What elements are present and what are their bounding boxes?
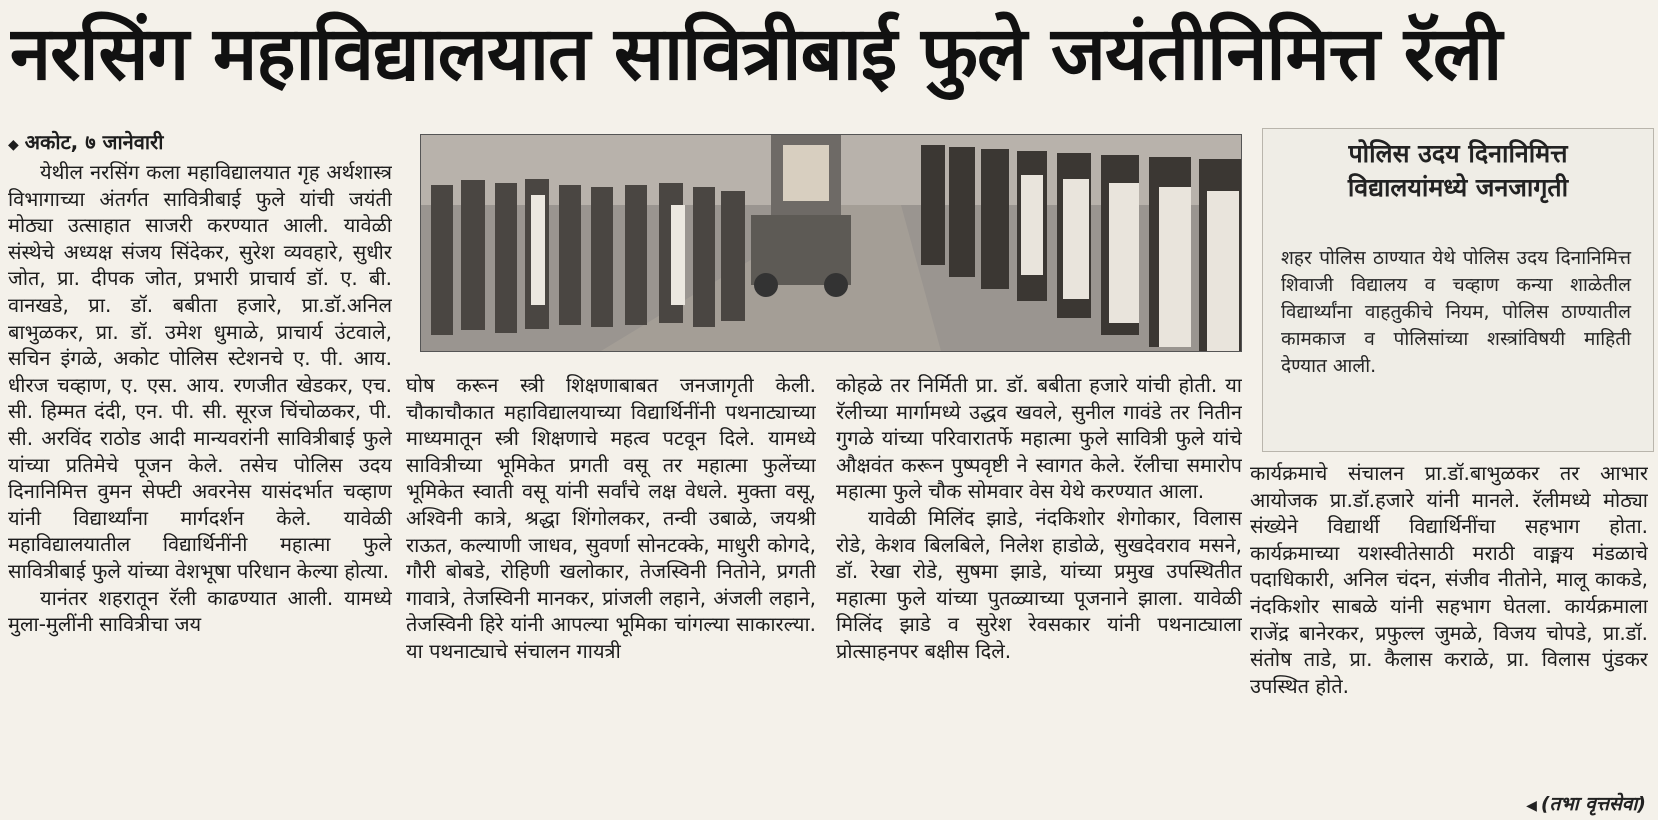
article-column-4 xyxy=(1250,460,1648,820)
dateline: ◆ अकोट, ७ जानेवारी xyxy=(8,130,164,154)
news-credit: ◀ (तभा वृत्तसेवा) xyxy=(1526,793,1646,815)
rally-photo xyxy=(420,134,1242,352)
headline: नरसिंग महाविद्यालयात सावित्रीबाई फुले जयंतीनिमित्त रॅली xyxy=(10,11,1502,97)
sidebar-box xyxy=(1262,128,1654,452)
sidebar-title: पोलिस उदय दिनानिमित्त विद्यालयांमध्ये जनजागृती xyxy=(1347,139,1569,202)
paragraph: कोहळे तर निर्मिती प्रा. डॉ. बबीता हजारे यांची होती. या रॅलीच्या मार्गामध्ये उद्धव खवले, सुनील गावंडे तर नितीन गुगळे यांच्या परिवारातर्फे महात्मा फुले सावित्री फुले यांचे औक्षवंत करून पुष्पवृष्टी ने स्वागत केले. रॅलीचा समारोप महात्मा फुले चौक सोमवार वेस येथे करण्यात आला. xyxy=(836,373,1242,504)
paragraph: घोष करून स्त्री शिक्षणाबाबत जनजागृती केली. चौकाचौकात महाविद्यालयाच्या विद्यार्थिनींनी पथनाट्याच्या माध्यमातून स्त्री शिक्षणाचे महत्व पटवून दिले. यामध्ये सावित्रीच्या भूमिकेत प्रगती वसू तर महात्मा फुलेंच्या भूमिकेत स्वाती वसू यांनी सर्वांचे लक्ष वेधले. मुक्ता वसू, अश्विनी कात्रे, श्रद्धा शिंगोलकर, तन्वी उबाळे, जयश्री राऊत, कल्याणी जाधव, सुवर्णा सोनटक्के, माधुरी कोगदे, गौरी बोबडे, रोहिणी खलोकार, तेजस्विनी नितोने, प्रगती गावात्रे, तेजस्विनी मानकर, प्रांजली लहाने, अंजली लहाने, तेजस्विनी हिरे यांनी आपल्या भूमिका चांगल्या साकारल्या. या पथनाट्याचे संचालन गायत्री xyxy=(406,373,816,663)
paragraph: यावेळी मिलिंद झाडे, नंदकिशोर शेगोकार, विलास रोडे, केशव बिलबिले, निलेश हाडोळे, सुखदेवराव मसने, डॉ. रेखा रोडे, सुषमा झाडे, यांच्या प्रमुख उपस्थितीत महात्मा फुले यांच्या पुतळ्याच्या पूजनाने झाला. यावेळी मिलिंद झाडे व सुरेश रेवसकार यांनी पथनाट्याला प्रोत्साहनपर बक्षीस दिले. xyxy=(836,505,1242,663)
rally-photo-image xyxy=(421,135,1241,351)
triangle-bullet-icon: ◀ xyxy=(1526,798,1537,814)
article-column-1 xyxy=(8,129,392,819)
diamond-bullet-icon: ◆ xyxy=(8,137,19,153)
article-column-3 xyxy=(836,372,1242,820)
paragraph: येथील नरसिंग कला महाविद्यालयात गृह अर्थशास्त्र विभागाच्या अंतर्गत सावित्रीबाई फुले यांची जयंती मोठ्या उत्साहात साजरी करण्यात आली. यावेळी संस्थेचे अध्यक्ष संजय सिंदेकर, सुरेश व्यवहारे, सुधीर जोत, प्रा. दीपक जोत, प्रभारी प्राचार्य डॉ. ए. बी. वानखडे, प्रा. डॉ. बबीता हजारे, प्रा.डॉ.अनिल बाभुळकर, प्रा. डॉ. उमेश धुमाळे, प्राचार्य उंटवाले, सचिन इंगळे, अकोट पोलिस स्टेशनचे ए. पी. आय. धीरज चव्हाण, ए. एस. आय. रणजीत खेडकर, एच. सी. हिम्मत दंदी, एन. पी. सी. सूरज चिंचोळकर, पी. सी. अरविंद राठोड आदी मान्यवरांनी सावित्रीबाई फुले यांच्या प्रतिमेचे पूजन केले. तसेच पोलिस उदय दिनानिमित्त वुमन सेफ्टी अवरनेस यासंदर्भात चव्हाण यांनी विद्यार्थ्यांना मार्गदर्शन केले. यावेळी महाविद्यालयातील विद्यार्थिनींनी महात्मा फुले सावित्रीबाई फुले यांच्या वेशभूषा परिधान केल्या होत्या. xyxy=(8,160,392,583)
sidebar-body: शहर पोलिस ठाण्यात येथे पोलिस उदय दिनानिमित्त शिवाजी विद्यालय व चव्हाण कन्या शाळेतील विद्यार्थ्यांना वाहतुकीचे नियम, पोलिस ठाण्यातील कामकाज व पोलिसांच्या शस्त्रांविषयी माहिती देण्यात आली. xyxy=(1281,247,1631,377)
paragraph: कार्यक्रमाचे संचालन प्रा.डॉ.बाभुळकर तर आभार आयोजक प्रा.डॉ.हजारे यांनी मानले. रॅलीमध्ये मोठ्या संख्येने विद्यार्थी विद्यार्थिनींचा सहभाग होता. कार्यक्रमाच्या यशस्वीतेसाठी मराठी वाङ्मय मंडळाचे पदाधिकारी, अनिल चंदन, संजीव नीतोने, मालू काकडे, नंदकिशोर साबळे यांनी सहभाग घेतला. कार्यक्रमाला राजेंद्र बानेरकर, प्रफुल्ल जुमळे, विजय चोपडे, प्रा.डॉ. संतोष ताडे, प्रा. कैलास कराळे, प्रा. विलास पुंडकर उपस्थित होते. xyxy=(1250,461,1648,698)
article-column-2 xyxy=(406,372,816,820)
paragraph: यानंतर शहरातून रॅली काढण्यात आली. यामध्ये मुला-मुलींनी सावित्रीचा जय xyxy=(8,585,392,637)
